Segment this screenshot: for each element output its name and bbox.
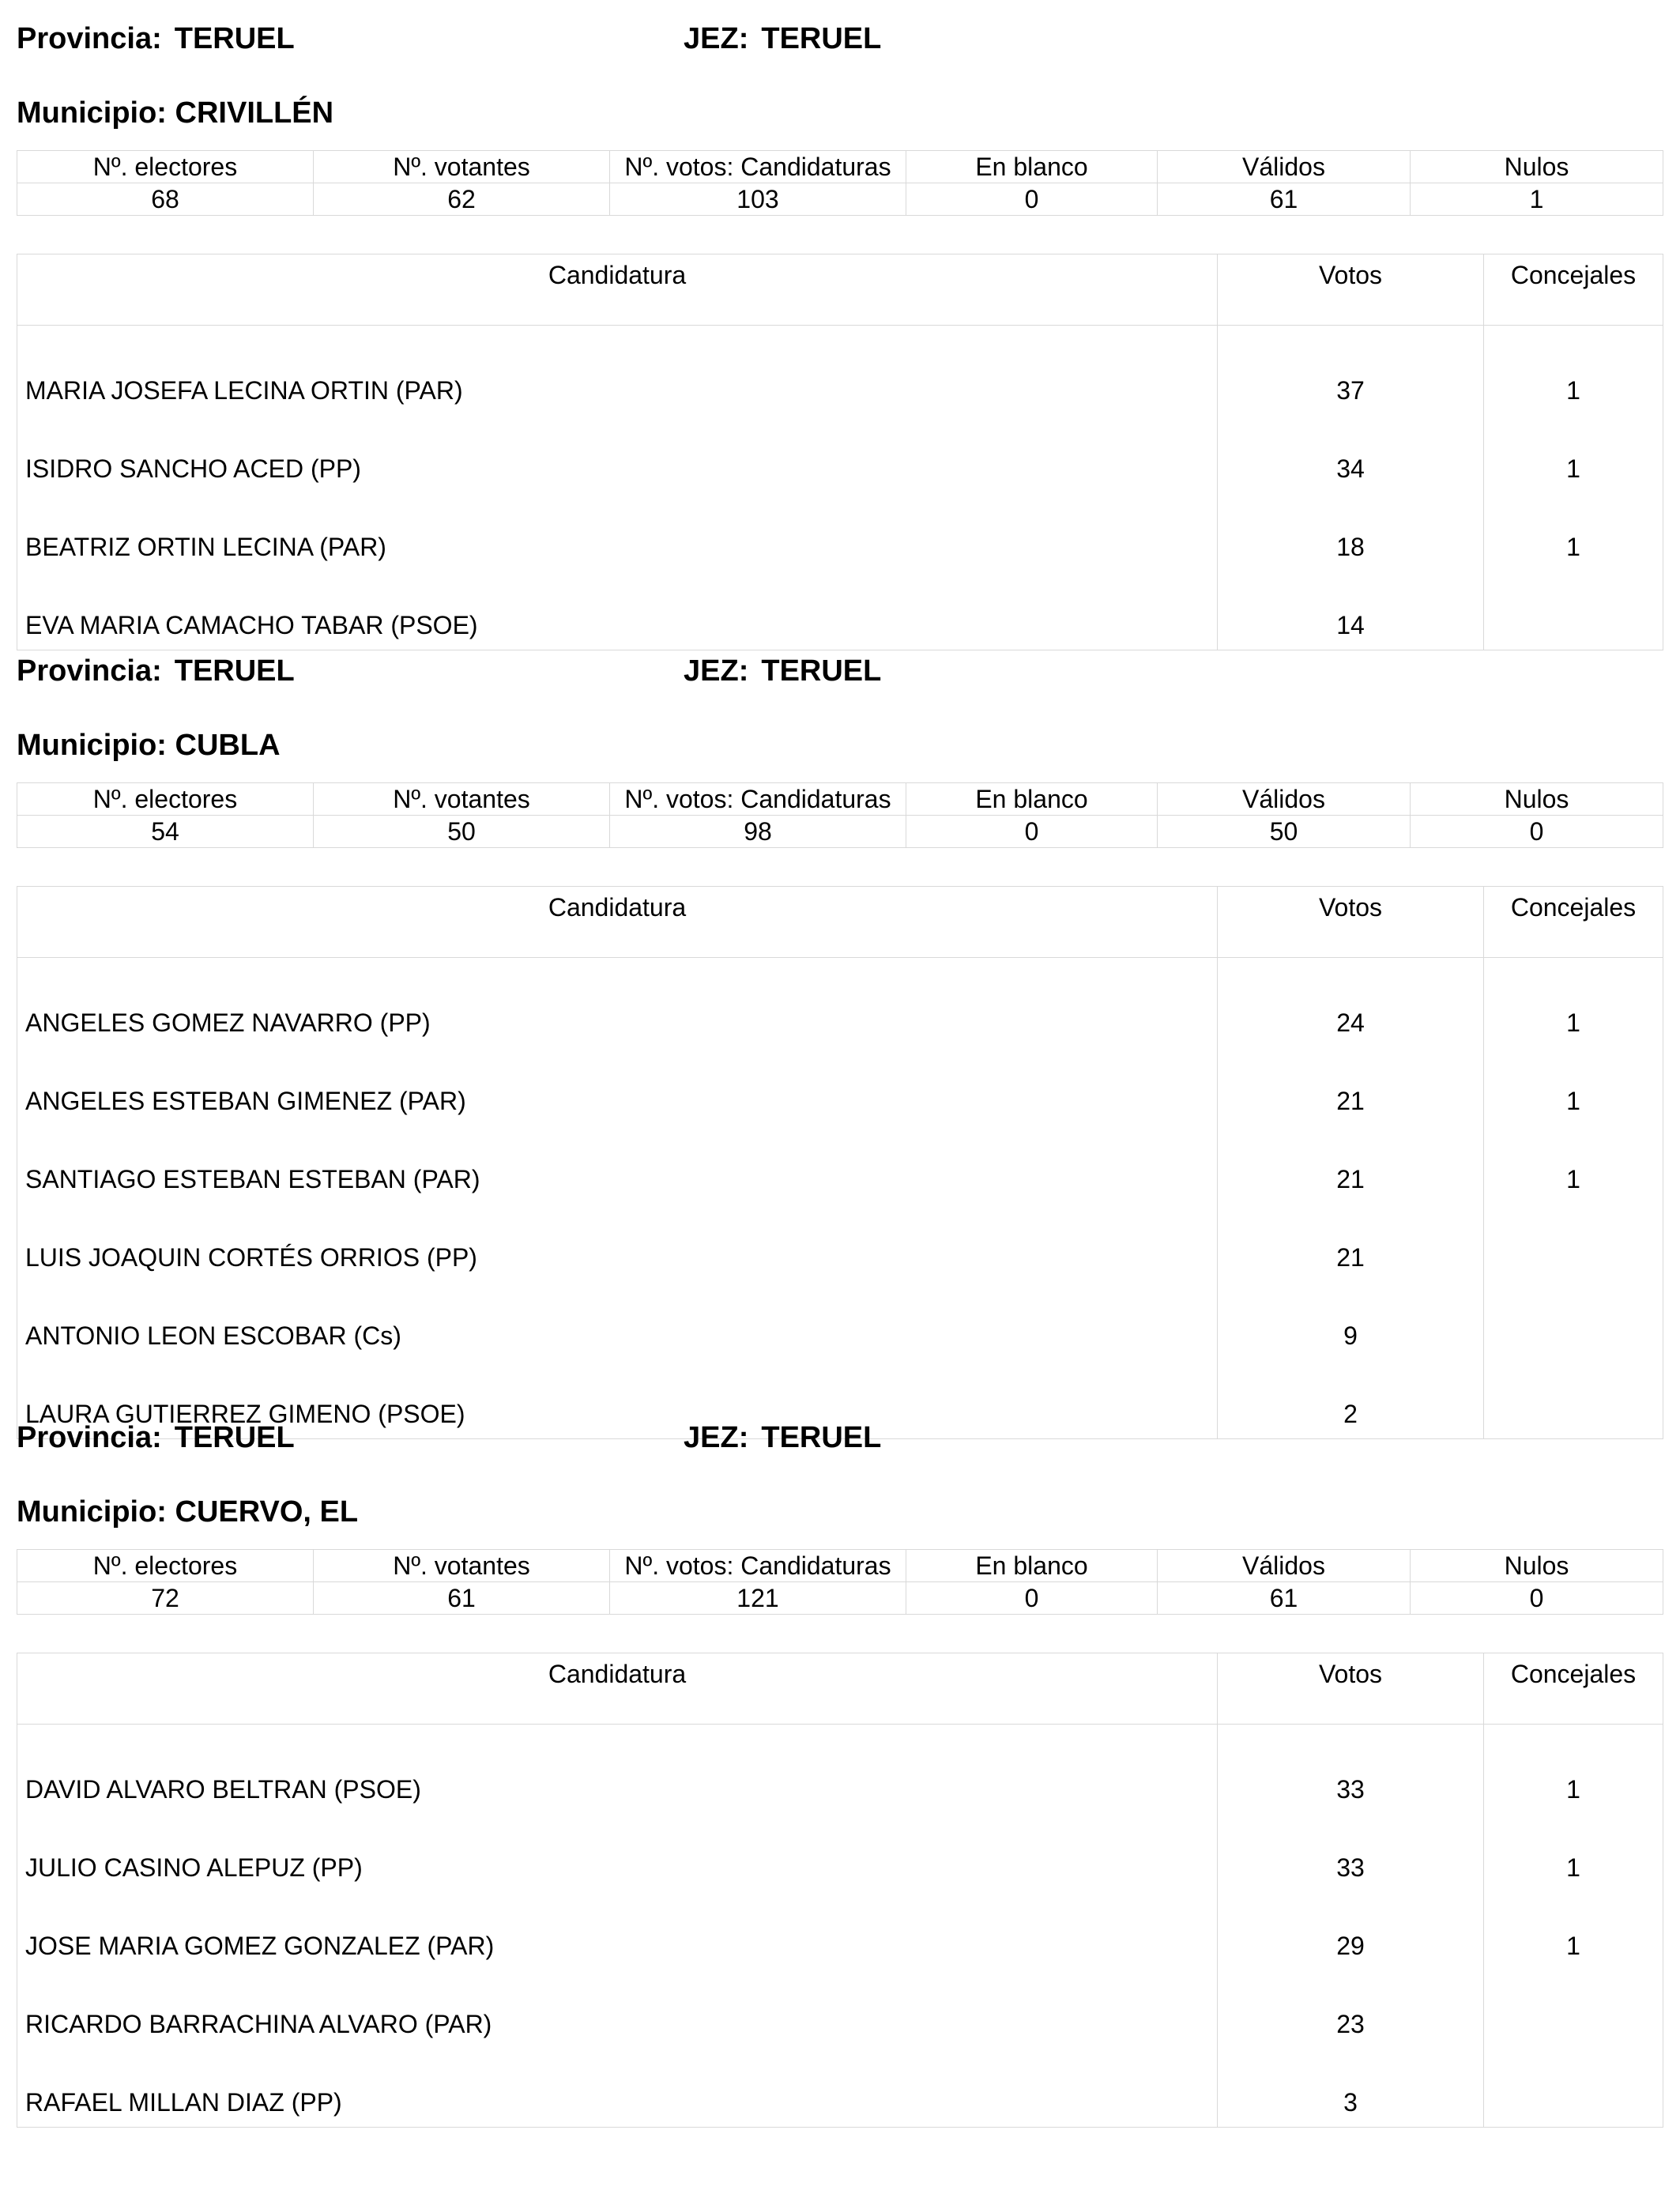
section-header <box>17 1399 1663 1454</box>
municipio-line <box>17 688 1663 782</box>
candidate-votos: 29 <box>1218 1892 1484 1970</box>
candidate-votos: 34 <box>1218 415 1484 493</box>
votos-header: Votos <box>1218 887 1484 958</box>
candidate-row <box>17 1970 1663 2049</box>
candidate-row <box>17 2049 1663 2128</box>
summary-header-cell: Nº. votantes <box>314 783 610 816</box>
municipio-section <box>17 632 1663 1439</box>
candidate-row <box>17 1892 1663 1970</box>
municipio-label: Municipio: <box>17 729 167 762</box>
summary-header-cell: Válidos <box>1158 151 1411 183</box>
candidate-votos: 2 <box>1218 1360 1484 1439</box>
candidate-row <box>17 1204 1663 1282</box>
candidate-name: ANTONIO LEON ESCOBAR (Cs) <box>17 1282 1218 1360</box>
summary-value-cell: 0 <box>1411 816 1663 848</box>
summary-value-cell: 68 <box>17 183 314 216</box>
summary-header-cell: Válidos <box>1158 1550 1411 1582</box>
candidatura-header: Candidatura <box>17 1653 1218 1725</box>
candidate-row <box>17 493 1663 571</box>
summary-header-cell: Nulos <box>1411 151 1663 183</box>
concejales-header: Concejales <box>1484 887 1663 958</box>
summary-value-cell: 103 <box>610 183 906 216</box>
summary-header-cell: Nulos <box>1411 1550 1663 1582</box>
provincia-label: Provincia: <box>17 1421 162 1454</box>
candidate-concejales: 1 <box>1484 1725 1663 1815</box>
summary-header-row <box>17 1550 1663 1582</box>
candidate-row <box>17 326 1663 416</box>
candidate-concejales: 1 <box>1484 1892 1663 1970</box>
summary-value-cell: 121 <box>610 1582 906 1615</box>
candidate-name: ANGELES ESTEBAN GIMENEZ (PAR) <box>17 1047 1218 1125</box>
summary-header-cell: En blanco <box>906 1550 1158 1582</box>
summary-table <box>17 782 1663 848</box>
candidate-votos: 33 <box>1218 1814 1484 1892</box>
jez-line <box>684 1421 881 1455</box>
summary-header-cell: Nº. votos: Candidaturas <box>610 151 906 183</box>
jez-label: JEZ: <box>684 1421 749 1454</box>
provincia-line <box>17 654 295 688</box>
candidate-row <box>17 1282 1663 1360</box>
municipio-section <box>17 1399 1663 2128</box>
candidate-name: MARIA JOSEFA LECINA ORTIN (PAR) <box>17 326 1218 416</box>
summary-header-cell: En blanco <box>906 151 1158 183</box>
candidate-concejales: 1 <box>1484 1125 1663 1204</box>
candidate-row <box>17 958 1663 1048</box>
municipio-section <box>17 0 1663 650</box>
candidate-concejales: 1 <box>1484 415 1663 493</box>
summary-header-cell: Nº. electores <box>17 151 314 183</box>
summary-table <box>17 150 1663 216</box>
candidate-name: LUIS JOAQUIN CORTÉS ORRIOS (PP) <box>17 1204 1218 1282</box>
candidate-name: JULIO CASINO ALEPUZ (PP) <box>17 1814 1218 1892</box>
municipio-line <box>17 55 1663 150</box>
section-header <box>17 632 1663 688</box>
candidate-concejales <box>1484 1282 1663 1360</box>
candidate-name: EVA MARIA CAMACHO TABAR (PSOE) <box>17 571 1218 650</box>
candidate-name: DAVID ALVARO BELTRAN (PSOE) <box>17 1725 1218 1815</box>
summary-header-cell: Nº. votos: Candidaturas <box>610 1550 906 1582</box>
summary-header-cell: Nº. electores <box>17 1550 314 1582</box>
candidate-votos: 23 <box>1218 1970 1484 2049</box>
provincia-value: TERUEL <box>174 22 295 55</box>
summary-value-cell: 61 <box>1158 1582 1411 1615</box>
candidatura-header: Candidatura <box>17 254 1218 326</box>
summary-value-cell: 0 <box>1411 1582 1663 1615</box>
provincia-value: TERUEL <box>174 654 295 688</box>
candidate-concejales: 1 <box>1484 1047 1663 1125</box>
jez-label: JEZ: <box>684 22 749 55</box>
summary-table <box>17 1549 1663 1615</box>
candidate-votos: 14 <box>1218 571 1484 650</box>
summary-header-cell: Nº. votos: Candidaturas <box>610 783 906 816</box>
provincia-value: TERUEL <box>174 1421 295 1454</box>
summary-value-cell: 54 <box>17 816 314 848</box>
municipio-label: Municipio: <box>17 96 167 130</box>
candidatura-header: Candidatura <box>17 887 1218 958</box>
candidate-votos: 21 <box>1218 1204 1484 1282</box>
municipio-label: Municipio: <box>17 1495 167 1529</box>
candidate-votos: 18 <box>1218 493 1484 571</box>
summary-header-cell: Nº. electores <box>17 783 314 816</box>
summary-value-cell: 62 <box>314 183 610 216</box>
jez-label: JEZ: <box>684 654 749 688</box>
candidate-concejales: 1 <box>1484 1814 1663 1892</box>
candidate-concejales <box>1484 1970 1663 2049</box>
municipio-value: CUERVO, EL <box>175 1495 359 1529</box>
candidate-votos: 21 <box>1218 1125 1484 1204</box>
summary-value-cell: 50 <box>1158 816 1411 848</box>
candidate-votos: 33 <box>1218 1725 1484 1815</box>
candidate-row <box>17 415 1663 493</box>
municipio-line <box>17 1454 1663 1549</box>
candidates-table <box>17 254 1663 650</box>
provincia-label: Provincia: <box>17 654 162 688</box>
municipio-value: CRIVILLÉN <box>175 96 334 130</box>
candidate-name: SANTIAGO ESTEBAN ESTEBAN (PAR) <box>17 1125 1218 1204</box>
provincia-label: Provincia: <box>17 22 162 55</box>
candidate-votos: 37 <box>1218 326 1484 416</box>
summary-value-cell: 0 <box>906 1582 1158 1615</box>
jez-value: TERUEL <box>761 1421 882 1454</box>
jez-line <box>684 22 881 56</box>
provincia-line <box>17 1421 295 1455</box>
summary-header-cell: Nulos <box>1411 783 1663 816</box>
jez-value: TERUEL <box>761 654 882 688</box>
summary-value-row <box>17 816 1663 848</box>
candidate-concejales: 1 <box>1484 958 1663 1048</box>
votos-header: Votos <box>1218 1653 1484 1725</box>
candidate-votos: 3 <box>1218 2049 1484 2128</box>
summary-header-cell: Válidos <box>1158 783 1411 816</box>
candidate-row <box>17 1125 1663 1204</box>
votos-header: Votos <box>1218 254 1484 326</box>
summary-header-cell: Nº. votantes <box>314 1550 610 1582</box>
summary-header-cell: En blanco <box>906 783 1158 816</box>
summary-value-cell: 61 <box>1158 183 1411 216</box>
summary-value-cell: 98 <box>610 816 906 848</box>
summary-value-cell: 50 <box>314 816 610 848</box>
candidate-concejales <box>1484 2049 1663 2128</box>
candidate-name: ANGELES GOMEZ NAVARRO (PP) <box>17 958 1218 1048</box>
candidate-name: RICARDO BARRACHINA ALVARO (PAR) <box>17 1970 1218 2049</box>
candidates-header-row <box>17 254 1663 326</box>
candidates-table <box>17 886 1663 1439</box>
candidate-votos: 24 <box>1218 958 1484 1048</box>
provincia-line <box>17 22 295 56</box>
candidate-name: RAFAEL MILLAN DIAZ (PP) <box>17 2049 1218 2128</box>
summary-header-cell: Nº. votantes <box>314 151 610 183</box>
candidate-votos: 9 <box>1218 1282 1484 1360</box>
concejales-header: Concejales <box>1484 1653 1663 1725</box>
concejales-header: Concejales <box>1484 254 1663 326</box>
candidate-row <box>17 1814 1663 1892</box>
candidate-name: LAURA GUTIERREZ GIMENO (PSOE) <box>17 1360 1218 1439</box>
summary-header-row <box>17 783 1663 816</box>
summary-header-row <box>17 151 1663 183</box>
summary-value-row <box>17 1582 1663 1615</box>
summary-value-row <box>17 183 1663 216</box>
summary-value-cell: 1 <box>1411 183 1663 216</box>
municipio-value: CUBLA <box>175 729 281 762</box>
candidates-table <box>17 1653 1663 2128</box>
summary-value-cell: 0 <box>906 816 1158 848</box>
candidates-header-row <box>17 887 1663 958</box>
section-header <box>17 0 1663 55</box>
candidate-concejales: 1 <box>1484 493 1663 571</box>
candidate-row <box>17 1725 1663 1815</box>
candidate-name: BEATRIZ ORTIN LECINA (PAR) <box>17 493 1218 571</box>
summary-value-cell: 0 <box>906 183 1158 216</box>
candidate-row <box>17 1047 1663 1125</box>
jez-line <box>684 654 881 688</box>
summary-value-cell: 72 <box>17 1582 314 1615</box>
candidate-name: ISIDRO SANCHO ACED (PP) <box>17 415 1218 493</box>
candidates-header-row <box>17 1653 1663 1725</box>
candidate-name: JOSE MARIA GOMEZ GONZALEZ (PAR) <box>17 1892 1218 1970</box>
candidate-votos: 21 <box>1218 1047 1484 1125</box>
summary-value-cell: 61 <box>314 1582 610 1615</box>
candidate-concejales <box>1484 1204 1663 1282</box>
jez-value: TERUEL <box>761 22 882 55</box>
candidate-concejales: 1 <box>1484 326 1663 416</box>
